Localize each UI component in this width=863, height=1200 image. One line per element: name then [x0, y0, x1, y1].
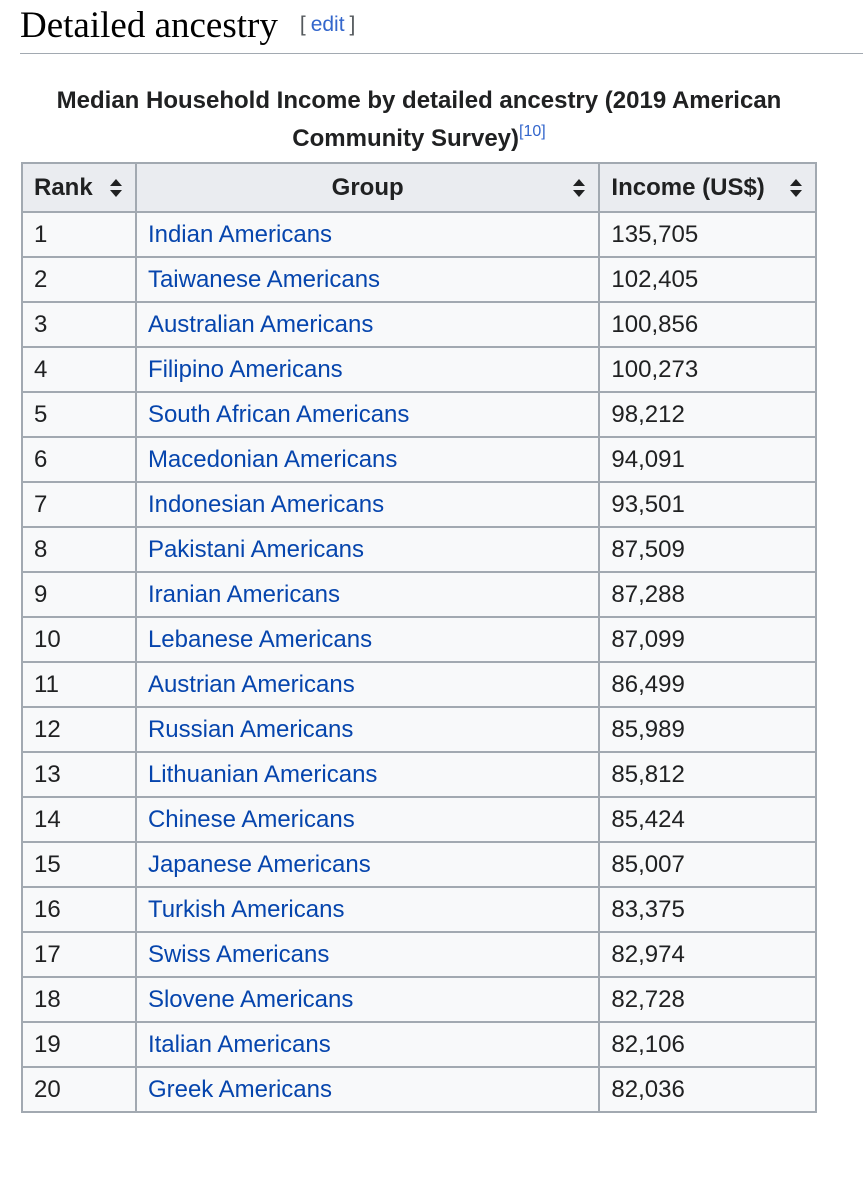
group-link[interactable]: South African Americans	[147, 400, 410, 428]
table-row	[22, 662, 816, 707]
income-cell: 82,728	[599, 977, 816, 1022]
table-row	[22, 932, 816, 977]
group-cell	[136, 977, 599, 1022]
group-cell	[136, 302, 599, 347]
rank-cell: 15	[22, 842, 136, 887]
table-row	[22, 887, 816, 932]
rank-cell: 19	[22, 1022, 136, 1067]
group-link[interactable]: Indian Americans	[147, 220, 333, 248]
group-link[interactable]: Australian Americans	[147, 310, 374, 338]
group-link[interactable]: Greek Americans	[147, 1075, 333, 1103]
rank-cell: 4	[22, 347, 136, 392]
income-cell: 100,856	[599, 302, 816, 347]
table-row	[22, 1067, 816, 1112]
group-link[interactable]: Filipino Americans	[147, 355, 343, 383]
group-cell	[136, 662, 599, 707]
rank-cell: 11	[22, 662, 136, 707]
income-cell: 82,106	[599, 1022, 816, 1067]
income-cell: 86,499	[599, 662, 816, 707]
header-row	[22, 163, 816, 212]
edit-section	[300, 13, 356, 36]
group-link[interactable]: Austrian Americans	[147, 670, 355, 698]
group-link[interactable]: Swiss Americans	[147, 940, 330, 968]
income-cell: 87,288	[599, 572, 816, 617]
table-row	[22, 1022, 816, 1067]
rank-cell: 9	[22, 572, 136, 617]
table-row	[22, 257, 816, 302]
rank-cell: 8	[22, 527, 136, 572]
table-row	[22, 797, 816, 842]
table-row	[22, 392, 816, 437]
table-row	[22, 572, 816, 617]
group-link[interactable]: Pakistani Americans	[147, 535, 365, 563]
group-link[interactable]: Italian Americans	[147, 1030, 331, 1058]
group-cell	[136, 257, 599, 302]
caption-reference	[519, 123, 546, 140]
income-cell: 94,091	[599, 437, 816, 482]
table-row	[22, 752, 816, 797]
sort-arrows-icon[interactable]	[109, 178, 123, 198]
group-cell	[136, 797, 599, 842]
rank-cell: 5	[22, 392, 136, 437]
rank-cell: 18	[22, 977, 136, 1022]
rank-cell: 10	[22, 617, 136, 662]
rank-cell: 3	[22, 302, 136, 347]
group-link[interactable]: Lebanese Americans	[147, 625, 373, 653]
rank-cell: 1	[22, 212, 136, 257]
group-cell	[136, 842, 599, 887]
table-row	[22, 707, 816, 752]
header-rank[interactable]	[22, 163, 136, 212]
table-row	[22, 437, 816, 482]
rank-cell: 17	[22, 932, 136, 977]
income-cell: 98,212	[599, 392, 816, 437]
table-caption-text: Median Household Income by detailed ancestry (2019 American Community Survey)	[56, 87, 782, 152]
income-table	[21, 82, 817, 1113]
income-cell: 87,509	[599, 527, 816, 572]
group-link[interactable]: Slovene Americans	[147, 985, 354, 1013]
group-link[interactable]: Turkish Americans	[147, 895, 345, 923]
table-row	[22, 617, 816, 662]
income-cell: 87,099	[599, 617, 816, 662]
sort-arrows-icon[interactable]	[572, 178, 586, 198]
rank-cell: 7	[22, 482, 136, 527]
table-row	[22, 527, 816, 572]
group-link[interactable]: Iranian Americans	[147, 580, 341, 608]
group-link[interactable]: Indonesian Americans	[147, 490, 385, 518]
table-row	[22, 977, 816, 1022]
group-cell	[136, 752, 599, 797]
group-link[interactable]: Macedonian Americans	[147, 445, 398, 473]
income-cell: 85,424	[599, 797, 816, 842]
edit-link[interactable]: edit	[310, 13, 345, 36]
group-link[interactable]: Lithuanian Americans	[147, 760, 378, 788]
group-cell	[136, 347, 599, 392]
header-group-label: Group	[331, 173, 404, 201]
group-cell	[136, 932, 599, 977]
group-cell	[136, 617, 599, 662]
group-link[interactable]: Japanese Americans	[147, 850, 371, 878]
group-cell	[136, 527, 599, 572]
header-rank-label: Rank	[34, 173, 93, 201]
group-cell	[136, 482, 599, 527]
rank-cell: 13	[22, 752, 136, 797]
income-cell: 85,812	[599, 752, 816, 797]
table-body	[22, 212, 816, 1112]
group-cell	[136, 1067, 599, 1112]
income-cell: 100,273	[599, 347, 816, 392]
rank-cell: 16	[22, 887, 136, 932]
table-row	[22, 482, 816, 527]
group-cell	[136, 392, 599, 437]
table-row	[22, 302, 816, 347]
group-link[interactable]: Russian Americans	[147, 715, 354, 743]
income-cell: 82,036	[599, 1067, 816, 1112]
rank-cell: 20	[22, 1067, 136, 1112]
header-income-label: Income (US$)	[611, 173, 765, 201]
table-caption	[21, 82, 817, 162]
section-heading	[20, 4, 863, 54]
group-cell	[136, 437, 599, 482]
group-cell	[136, 212, 599, 257]
rank-cell: 14	[22, 797, 136, 842]
header-group[interactable]	[136, 163, 599, 212]
income-cell: 85,007	[599, 842, 816, 887]
income-cell: 85,989	[599, 707, 816, 752]
group-cell	[136, 1022, 599, 1067]
group-link[interactable]: Taiwanese Americans	[147, 265, 381, 293]
income-cell: 83,375	[599, 887, 816, 932]
sort-arrows-icon[interactable]	[789, 178, 803, 198]
rank-cell: 6	[22, 437, 136, 482]
edit-bracket-close: ]	[349, 13, 356, 36]
group-cell	[136, 887, 599, 932]
table-row	[22, 842, 816, 887]
table-row	[22, 212, 816, 257]
edit-bracket-open: [	[299, 13, 306, 36]
section-title: Detailed ancestry	[20, 5, 278, 46]
group-cell	[136, 572, 599, 617]
rank-cell: 2	[22, 257, 136, 302]
income-cell: 102,405	[599, 257, 816, 302]
income-cell: 93,501	[599, 482, 816, 527]
header-income[interactable]	[599, 163, 816, 212]
income-cell: 135,705	[599, 212, 816, 257]
caption-reference-link[interactable]: [10]	[519, 123, 546, 140]
income-cell: 82,974	[599, 932, 816, 977]
group-cell	[136, 707, 599, 752]
rank-cell: 12	[22, 707, 136, 752]
group-link[interactable]: Chinese Americans	[147, 805, 355, 833]
table-row	[22, 347, 816, 392]
